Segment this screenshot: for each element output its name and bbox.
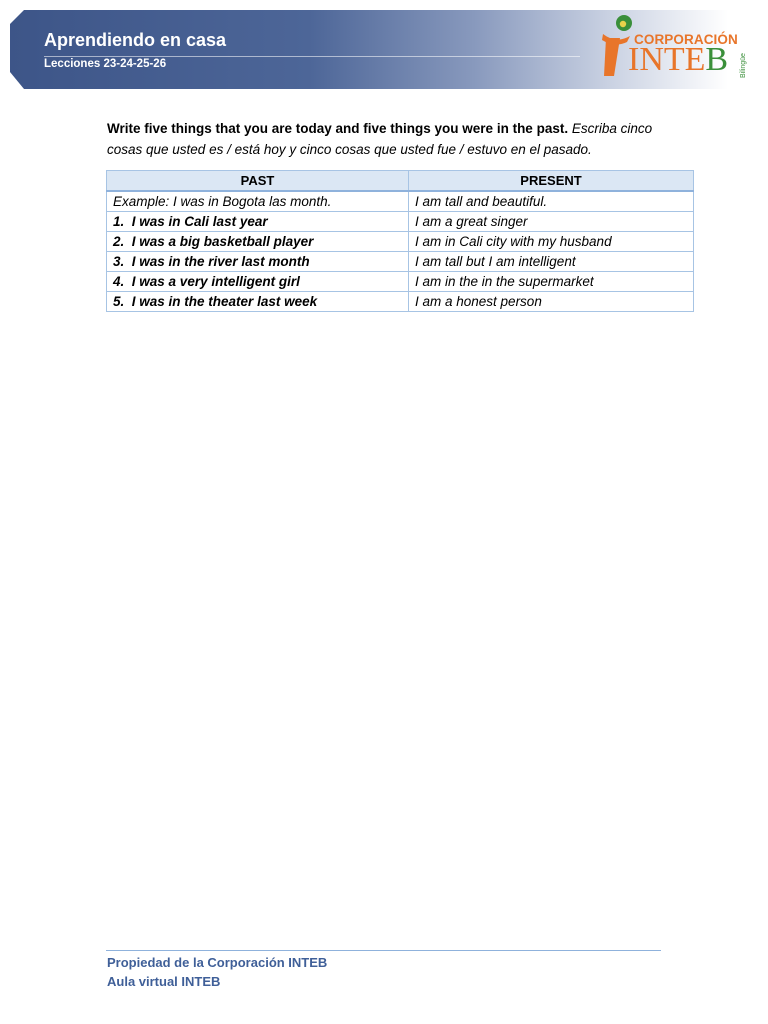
past-present-table: [106, 170, 694, 312]
footer-aula-virtual: Aula virtual INTEB: [107, 974, 221, 989]
instructions-english: Write five things that you are today and five things you were in the past.: [107, 121, 569, 136]
header-subtitle: Lecciones 23-24-25-26: [44, 58, 167, 70]
present-cell: I am in Cali city with my husband: [409, 232, 694, 252]
example-present: I am tall and beautiful.: [409, 191, 694, 212]
example-row: [107, 191, 694, 212]
past-cell: 2. I was a big basketball player: [107, 232, 409, 252]
table-row: [107, 232, 694, 252]
header-past: PAST: [107, 171, 409, 192]
logo-corporacion-text: CORPORACIÓN: [634, 32, 738, 47]
present-cell: I am a honest person: [409, 292, 694, 312]
logo-bilingue-text: Bilingüe: [740, 53, 747, 78]
header-divider: [44, 56, 580, 57]
example-past: Example: I was in Bogota las month.: [107, 191, 409, 212]
table-row: [107, 252, 694, 272]
table-header-row: [107, 171, 694, 192]
table-row: [107, 212, 694, 232]
table-row: [107, 292, 694, 312]
header-title: Aprendiendo en casa: [44, 30, 227, 50]
document-footer: [107, 953, 327, 991]
past-cell: 5. I was in the theater last week: [107, 292, 409, 312]
past-cell: 4. I was a very intelligent girl: [107, 272, 409, 292]
header-present: PRESENT: [409, 171, 694, 192]
past-cell: 3. I was in the river last month: [107, 252, 409, 272]
present-cell: I am a great singer: [409, 212, 694, 232]
instructions-spanish: Escriba cinco cosas que usted es / está hoy y cinco cosas que usted fue / estuvo en el pasado.: [107, 121, 653, 157]
instructions: [107, 118, 687, 160]
footer-divider: [106, 950, 661, 951]
present-cell: I am in the in the supermarket: [409, 272, 694, 292]
inteb-logo: [600, 14, 754, 80]
present-cell: I am tall but I am intelligent: [409, 252, 694, 272]
table-row: [107, 272, 694, 292]
past-cell: 1. I was in Cali last year: [107, 212, 409, 232]
logo-inteb-text: INTEB: [628, 41, 729, 78]
footer-ownership: Propiedad de la Corporación INTEB: [107, 955, 328, 970]
